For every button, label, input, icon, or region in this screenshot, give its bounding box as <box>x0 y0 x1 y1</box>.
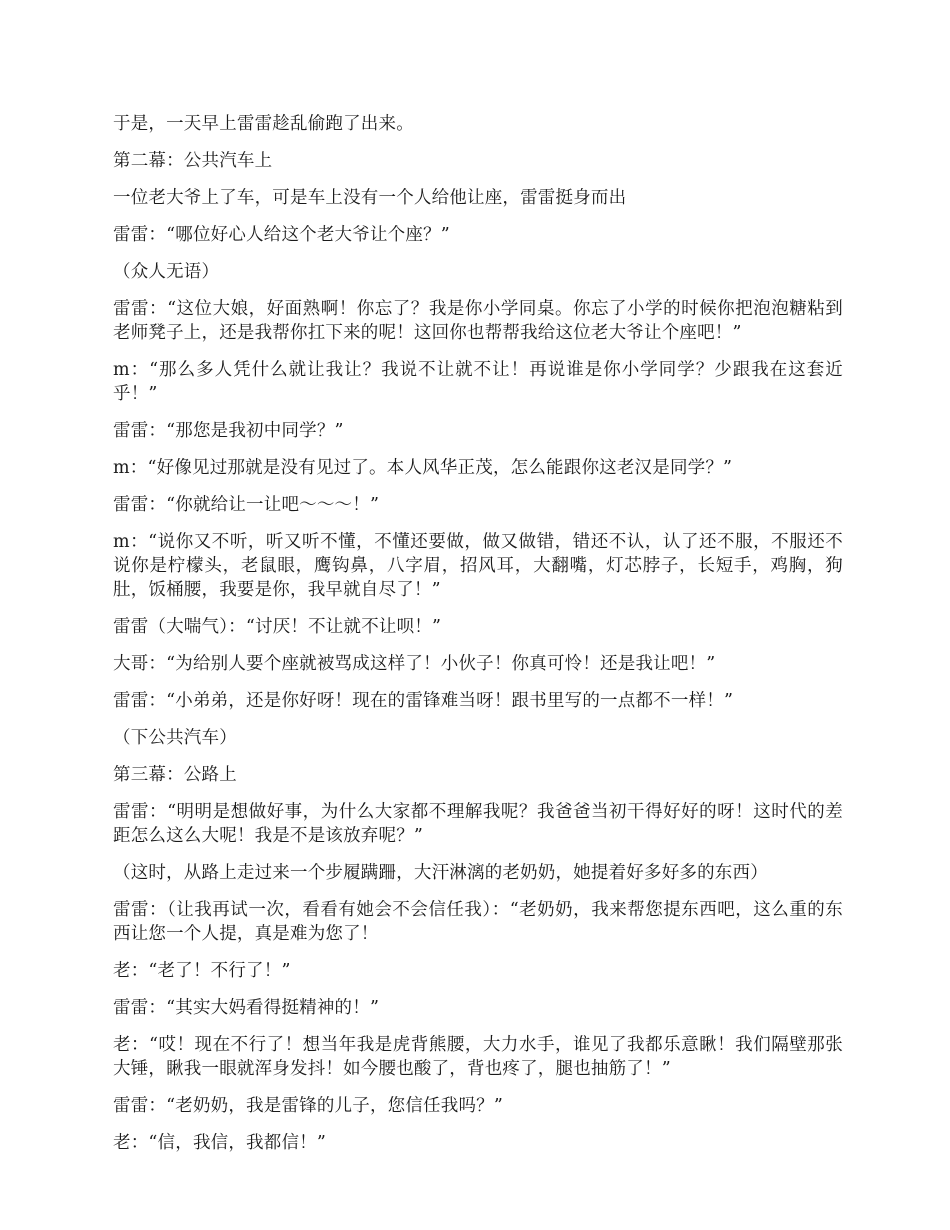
dialogue-line: m：“那么多人凭什么就让我让？我说不让就不让！再说谁是你小学同学？少跟我在这套近乎！” <box>113 360 843 404</box>
stage-direction: （下公共汽车） <box>113 728 237 748</box>
dialogue-line: m：“说你又不听，听又听不懂，不懂还要做，做又做错，错还不认，认了还不服，不服还不说你是柠檬头，老鼠眼，鹰钩鼻，八字眉，招风耳，大翻嘴，灯芯脖子，长短手，鸡胸，狗肚，饭桶腰，我要是你，我早就自尽了！” <box>113 532 843 600</box>
dialogue-line: 雷雷：“其实大妈看得挺精神的！” <box>113 998 380 1018</box>
dialogue-line: 雷雷：“你就给让一让吧～～～！” <box>113 495 380 515</box>
dialogue-line: 老：“信，我信，我都信！” <box>113 1133 326 1153</box>
scene-heading: 第二幕：公共汽车上 <box>113 151 273 171</box>
dialogue-line: m：“好像见过那就是没有见过了。本人风华正茂，怎么能跟你这老汉是同学？” <box>113 458 733 478</box>
document-body <box>113 112 843 1168</box>
dialogue-line: 雷雷：“那您是我初中同学？” <box>113 421 344 441</box>
stage-direction: （众人无语） <box>113 262 220 282</box>
dialogue-line: 老：“哎！现在不行了！想当年我是虎背熊腰，大力水手，谁见了我都乐意瞅！我们隔壁那张大锤，瞅我一眼就浑身发抖！如今腰也酸了，背也疼了，腿也抽筋了！” <box>113 1035 843 1079</box>
paragraph: 一位老大爷上了车，可是车上没有一个人给他让座，雷雷挺身而出 <box>113 188 627 208</box>
dialogue-line: 雷雷（大喘气）：“讨厌！不让就不让呗！” <box>113 617 442 637</box>
dialogue-line: 雷雷：“明明是想做好事，为什么大家都不理解我呢？我爸爸当初干得好好的呀！这时代的差距怎么这么大呢！我是不是该放弃呢？” <box>113 802 843 846</box>
scene-heading: 第三幕：公路上 <box>113 765 237 785</box>
dialogue-line: 大哥：“为给别人要个座就被骂成这样了！小伙子！你真可怜！还是我让吧！” <box>113 654 716 674</box>
dialogue-line: 雷雷：（让我再试一次，看看有她会不会信任我）：“老奶奶，我来帮您提东西吧，这么重的东西让您一个人提，真是难为您了！ <box>113 900 843 944</box>
dialogue-line: 雷雷：“老奶奶，我是雷锋的儿子，您信任我吗？” <box>113 1096 503 1116</box>
paragraph: 于是，一天早上雷雷趁乱偷跑了出来。 <box>113 114 414 134</box>
dialogue-line: 雷雷：“小弟弟，还是你好呀！现在的雷锋难当呀！跟书里写的一点都不一样！” <box>113 691 734 711</box>
dialogue-line: 雷雷：“哪位好心人给这个老大爷让个座？” <box>113 225 450 245</box>
stage-direction: （这时，从路上走过来一个步履蹒跚，大汗淋漓的老奶奶，她提着好多好多的东西） <box>113 863 768 883</box>
dialogue-line: 雷雷：“这位大娘，好面熟啊！你忘了？我是你小学同桌。你忘了小学的时候你把泡泡糖粘到老师凳子上，还是我帮你扛下来的呢！这回你也帮帮我给这位老大爷让个座吧！” <box>113 299 843 343</box>
dialogue-line: 老：“老了！不行了！” <box>113 961 291 981</box>
